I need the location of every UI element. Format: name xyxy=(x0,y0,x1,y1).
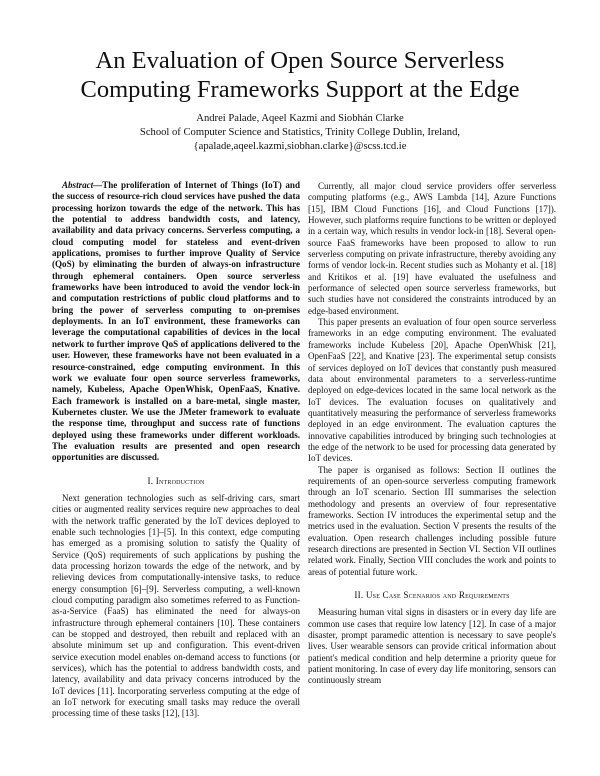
intro-paragraph-2: Currently, all major cloud service providers offer serverless computing platforms (e.g., AWS Lambda [14], Azure Functions [15], IBM Cloud Functions [16], and Cloud Functions [17]). However, such platforms require functions to be written or deployed in a certain way, which results in vendor lock-in [18]. Several open-source FaaS frameworks have been proposed to allow to run serverless computing on private infrastructure, thereby avoiding any forms of vendor lock-in. Recent studies such as Mohanty et al. [18] and Kritikos et al. [19] have evaluated the usefulness and performance of selected open source serverless frameworks, but such studies have not considered the constraints introduced by an edge-based environment. xyxy=(308,181,556,316)
intro-paragraph-4: The paper is organised as follows: Section II outlines the requirements of an open-source serverless computing framework through an IoT scenario. Section III summarises the selection methodology and presents an overview of four representative frameworks. Section IV introduces the experimental setup and the metrics used in the evaluation. Section V presents the results of the evaluation. Open research challenges including possible future research directions are presented in Section VI. Section VII outlines related work. Finally, Section VIII concludes the work and points to areas of potential future work. xyxy=(308,464,556,577)
intro-paragraph-3: This paper presents an evaluation of four open source serverless frameworks in an edge computing environment. The evaluated frameworks include Kubeless [20], Apache OpenWhisk [21], OpenFaaS [22], and Knative [23]. The experimental setup consists of services deployed on IoT devices that constantly push measured data about environmental parameters to a serverless-runtime deployed on edge-devices located in the same local network as the IoT devices. The evaluation focuses on qualitatively and quantitatively measuring the performance of serverless frameworks deployed in an edge environment. The evaluation captures the innovative capabilities introduced by bringing such technologies at the edge of the network to be used for processing data generated by IoT devices. xyxy=(308,317,556,464)
author-email: {apalade,aqeel.kazmi,siobhan.clarke}@scss.tcd.ie xyxy=(193,141,407,152)
paper-title: An Evaluation of Open Source Serverless Computing Frameworks Support at the Edge xyxy=(80,47,520,103)
author-block xyxy=(60,112,540,154)
abstract-text: The proliferation of Internet of Things (IoT) and the success of resource-rich cloud services have pushed the data processing horizon towards the edge of the network. This has the potential to address bandwidth costs, and latency, availability and data privacy concerns. Serverless computing, a cloud computing model for stateless and event-driven applications, promises to further improve Quality of Service (QoS) by eliminating the burden of always-on infrastructure through ephemeral containers. Open source serverless frameworks have been introduced to avoid the vendor lock-in and computation restrictions of public cloud platforms and to bring the power of serverless computing to on-premises deployments. In an IoT environment, these frameworks can leverage the computational capabilities of devices in the local network to further improve QoS of applications delivered to the user. However, these frameworks have not been evaluated in a resource-constrained, edge computing environment. In this work we evaluate four open source serverless frameworks, namely, Kubeless, Apache OpenWhisk, OpenFaaS, Knative. Each framework is installed on a bare-metal, single master, Kubernetes cluster. We use the JMeter framework to evaluate the response time, throughput and success rate of functions deployed using these frameworks under different workloads. The evaluation results are presented and open research opportunities are discussed. xyxy=(52,180,300,463)
section-heading-use-cases: II. Use Case Scenarios and Requirements xyxy=(354,590,510,601)
section-heading-introduction: I. Introduction xyxy=(147,475,205,486)
usecase-paragraph-1: Measuring human vital signs in disasters or in every day life are common use cases that require low latency [12]. In case of a major disaster, prompt paramedic attention is necessary to save people's lives. User wearable sensors can provide critical information about patient's medical condition and help determine a priority queue for patient monitoring. In case of every day life monitoring, sensors can continuously stream xyxy=(308,607,556,686)
author-affiliation: School of Computer Science and Statistics, Trinity College Dublin, Ireland, xyxy=(139,127,461,138)
right-column xyxy=(308,181,556,687)
abstract-label: Abstract— xyxy=(62,180,103,190)
author-names: Andrei Palade, Aqeel Kazmi and Siobhán Clarke xyxy=(196,113,404,124)
intro-paragraph-1: Next generation technologies such as self-driving cars, smart cities or augmented reality services require new approaches to deal with the network traffic generated by the IoT devices deployed to enable such technologies [1]–[5]. In this context, edge computing has emerged as a promising solution to satisfy the Quality of Service (QoS) requirements of such applications by pushing the data processing horizon towards the edge of the network, and by relieving devices from computationally-intensive tasks, to reduce energy consumption [6]–[9]. Serverless computing, a well-known cloud computing paradigm also sometimes referred to as Function-as-a-Service (FaaS) has eliminated the need for always-on infrastructure through ephemeral containers [10]. These containers can be stopped and destroyed, then rebuilt and replaced with an absolute minimum set up and configuration. This event-driven service execution model enables on-demand access to functions (or services), which has the potential to address bandwidth costs, and latency, availability and data privacy concerns introduced by the IoT devices [11]. Incorporating serverless computing at the edge of an IoT network for executing small tasks may reduce the overall processing time of these tasks [12], [13]. xyxy=(52,492,300,719)
abstract xyxy=(52,180,300,464)
left-column xyxy=(52,180,300,720)
